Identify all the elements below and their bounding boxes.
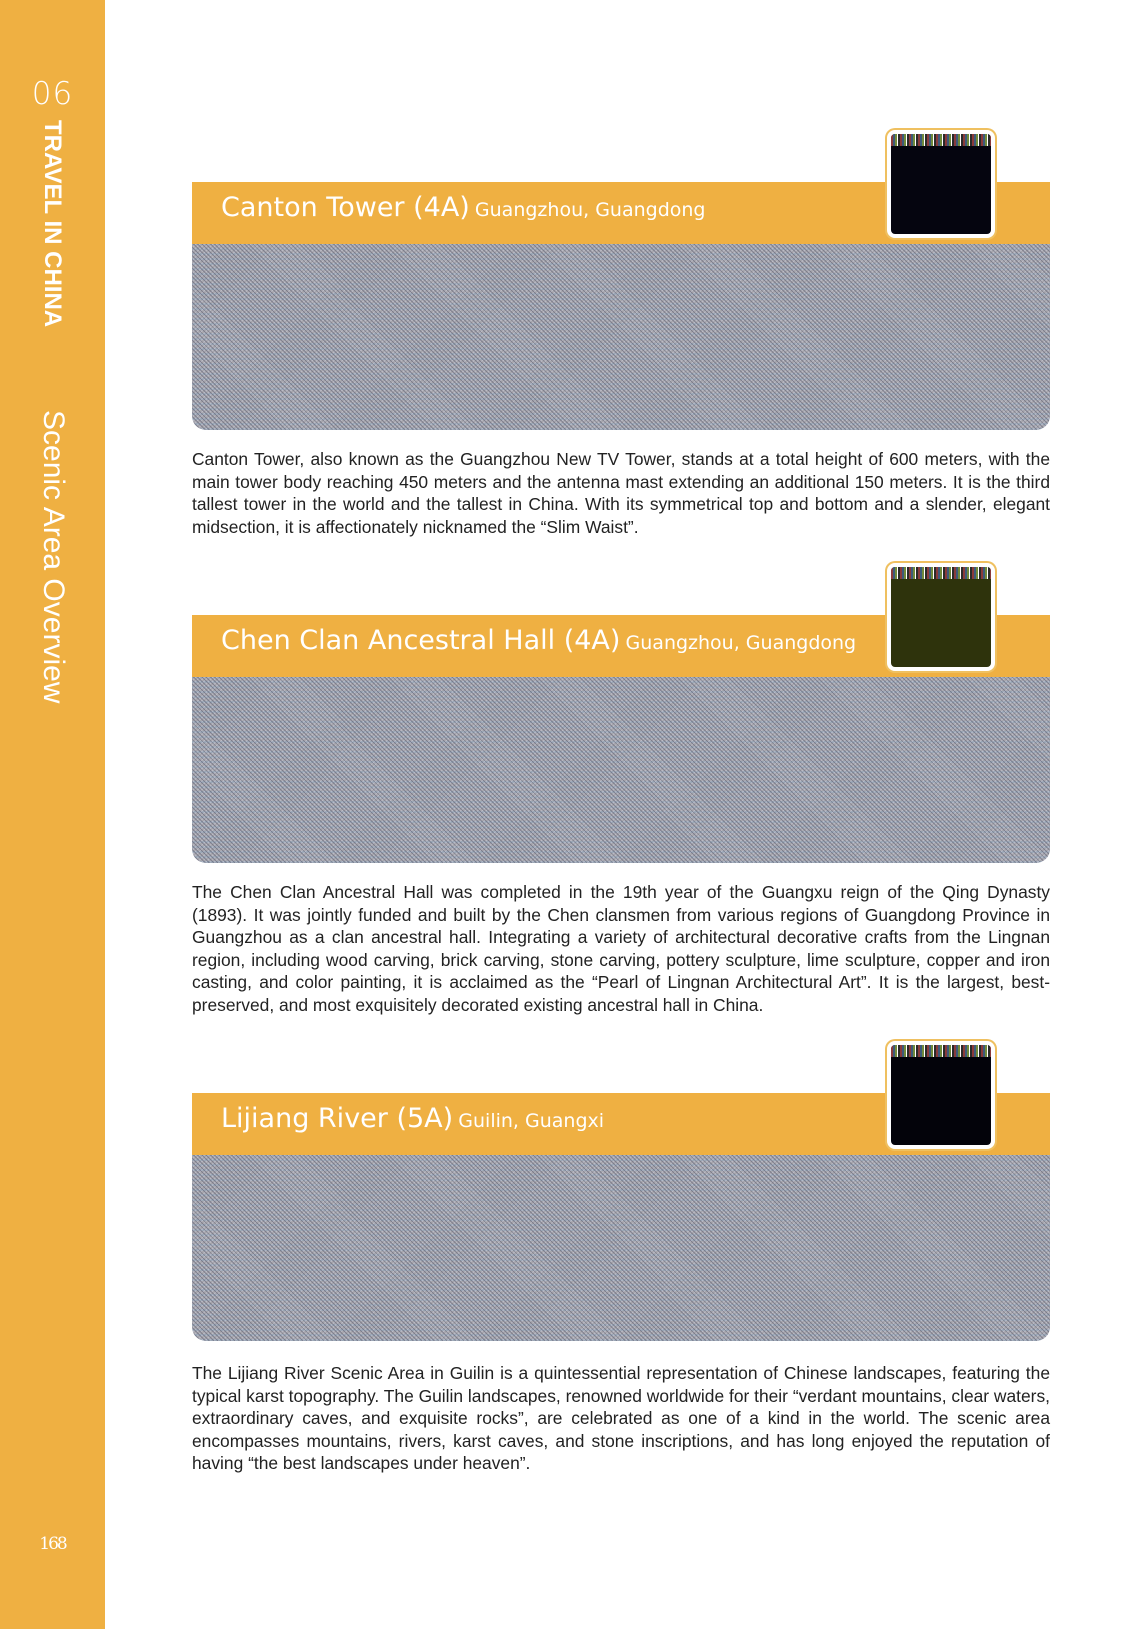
entry-description: The Chen Clan Ancestral Hall was completed in the 19th year of the Guangxu reign of the Qing Dynasty (1893). It was jointly funded and built by the Chen clansmen from various regions of Guangdong Province in Guangzhou as a clan ancestral hall. Integrating a variety of architectural decorative crafts from the Lingnan region, including wood carving, brick carving, stone carving, pottery sculpture, lime sculpture, copper and iron casting, and color painting, it is acclaimed as the “Pearl of Lingnan Architectural Art”. It is the largest, best-preserved, and most exquisitely decorated existing ancestral hall in China.	[192, 882, 1050, 1015]
entry-name: Lijiang River (5A)	[221, 1103, 454, 1134]
chapter-sidebar	[0, 0, 105, 1629]
entry-photo	[192, 244, 1050, 430]
page-number: 168	[39, 1534, 66, 1554]
entry-description: The Lijiang River Scenic Area in Guilin is a quintessential representation of Chinese landscapes, featuring the typical karst topography. The Guilin landscapes, renowned worldwide for their “verdant mountains, clear waters, extraordinary caves, and exquisite rocks”, are celebrated as one of a kind in the world. The scenic area encompasses mountains, rivers, karst caves, and stone inscriptions, and has long enjoyed the reputation of having “the best landscapes under heaven”.	[192, 1363, 1050, 1474]
entry-description: Canton Tower, also known as the Guangzhou New TV Tower, stands at a total height of 600 meters, with the main tower body reaching 450 meters and the antenna mast extending an additional 150 meters. It is the third tallest tower in the world and the tallest in China. With its symmetrical top and bottom and a slender, elegant midsection, it is affectionately nicknamed the “Slim Waist”.	[192, 449, 1050, 537]
entry-location: Guilin, Guangxi	[458, 1110, 605, 1132]
entry-thumbnail-image	[887, 563, 995, 671]
entry-photo	[192, 677, 1050, 863]
entry-location: Guangzhou, Guangdong	[625, 632, 857, 654]
entry-name: Chen Clan Ancestral Hall (4A)	[221, 625, 621, 656]
entry-photo	[192, 1155, 1050, 1341]
entry-thumbnail-image	[887, 1041, 995, 1149]
entry-name: Canton Tower (4A)	[221, 192, 470, 223]
entry-location: Guangzhou, Guangdong	[474, 199, 706, 221]
chapter-title: TRAVEL IN CHINA	[39, 120, 66, 328]
entry-thumbnail-image	[887, 130, 995, 238]
section-title: Scenic Area Overview	[37, 410, 70, 704]
chapter-number: 06	[31, 76, 74, 112]
